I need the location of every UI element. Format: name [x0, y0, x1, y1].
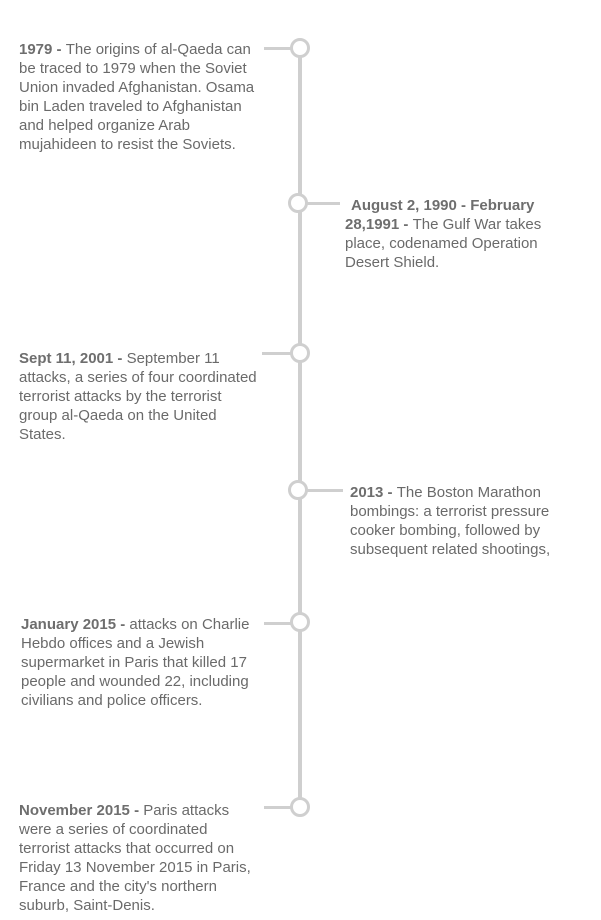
timeline-connector — [262, 352, 291, 355]
event-description: September 11 attacks, a series of four coordinated terrorist attacks by the terrorist group al-Qaeda on the United States. — [19, 350, 257, 443]
timeline-event-january-2015 — [21, 615, 257, 710]
timeline-node — [290, 612, 310, 632]
event-date: August 2, 1990 - February 28,1991 - — [345, 197, 535, 233]
timeline-node — [290, 38, 310, 58]
timeline-event-gulf-war — [345, 196, 577, 272]
timeline-node — [290, 797, 310, 817]
event-description: Paris attacks were a series of coordinated terrorist attacks that occurred on Friday 13 November 2015 in Paris, France and the city's northern suburb, Saint-Denis. — [19, 802, 251, 914]
timeline-node — [290, 343, 310, 363]
event-description: The Boston Marathon bombings: a terrorist pressure cooker bombing, followed by subsequent related shootings, — [350, 484, 551, 558]
timeline-event-sept-11 — [19, 349, 259, 444]
timeline-connector — [307, 202, 340, 205]
timeline-event-november-2015 — [19, 801, 262, 915]
event-date: 1979 - — [19, 41, 66, 58]
event-description: The origins of al-Qaeda can be traced to 1979 when the Soviet Union invaded Afghanistan. Osama bin Laden traveled to Afghanistan and helped organize Arab mujahideen to resist the Soviets. — [19, 41, 255, 153]
event-date: Sept 11, 2001 - — [19, 350, 127, 367]
event-description: attacks on Charlie Hebdo offices and a Jewish supermarket in Paris that killed 17 people and wounded 22, including civilians and police officers. — [21, 616, 250, 709]
event-date: November 2015 - — [19, 802, 144, 819]
timeline-node — [288, 193, 308, 213]
timeline-connector — [264, 806, 291, 809]
event-description: The Gulf War takes place, codenamed Operation Desert Shield. — [345, 216, 542, 271]
timeline-line — [298, 48, 302, 810]
timeline-connector — [307, 489, 343, 492]
event-date: January 2015 - — [21, 616, 130, 633]
timeline-connector — [264, 47, 291, 50]
event-date: 2013 - — [350, 484, 397, 501]
timeline-node — [288, 480, 308, 500]
timeline-event-2013 — [350, 483, 582, 559]
timeline-connector — [264, 622, 291, 625]
timeline-event-1979 — [19, 40, 264, 154]
